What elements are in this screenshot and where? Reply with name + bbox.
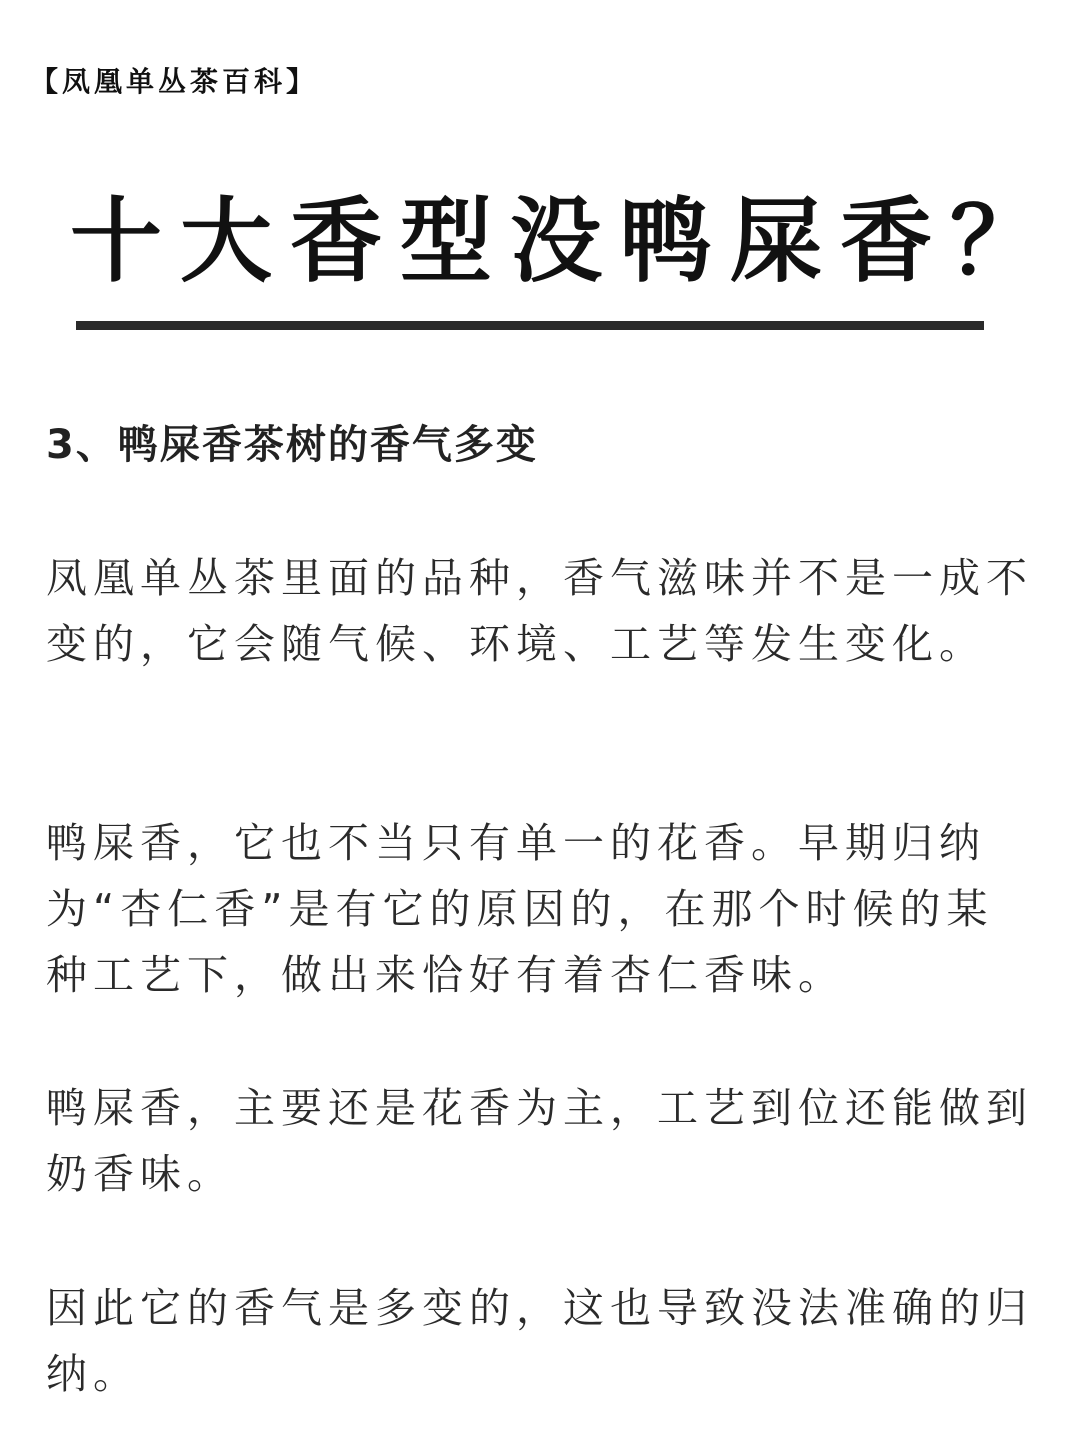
section-heading: 3、鸭屎香茶树的香气多变 — [46, 422, 538, 468]
paragraph-4: 因此它的香气是多变的，这也导致没法准确的归纳。 — [46, 1284, 1033, 1398]
page-title: 十大香型没鸭屎香？ — [70, 187, 1061, 295]
paragraph-2: 鸭屎香，它也不当只有单一的花香。早期归纳为“杏仁香”是有它的原因的，在那个时候的某种工艺下，做出来恰好有着杏仁香味。 — [46, 819, 994, 999]
paragraph-3: 鸭屎香，主要还是花香为主，工艺到位还能做到奶香味。 — [46, 1084, 1033, 1198]
title-divider — [76, 321, 984, 330]
category-tag: 【凤凰单丛茶百科】 — [30, 65, 319, 98]
paragraph-1: 凤凰单丛茶里面的品种，香气滋味并不是一成不变的，它会随气候、环境、工艺等发生变化。 — [46, 554, 1033, 668]
